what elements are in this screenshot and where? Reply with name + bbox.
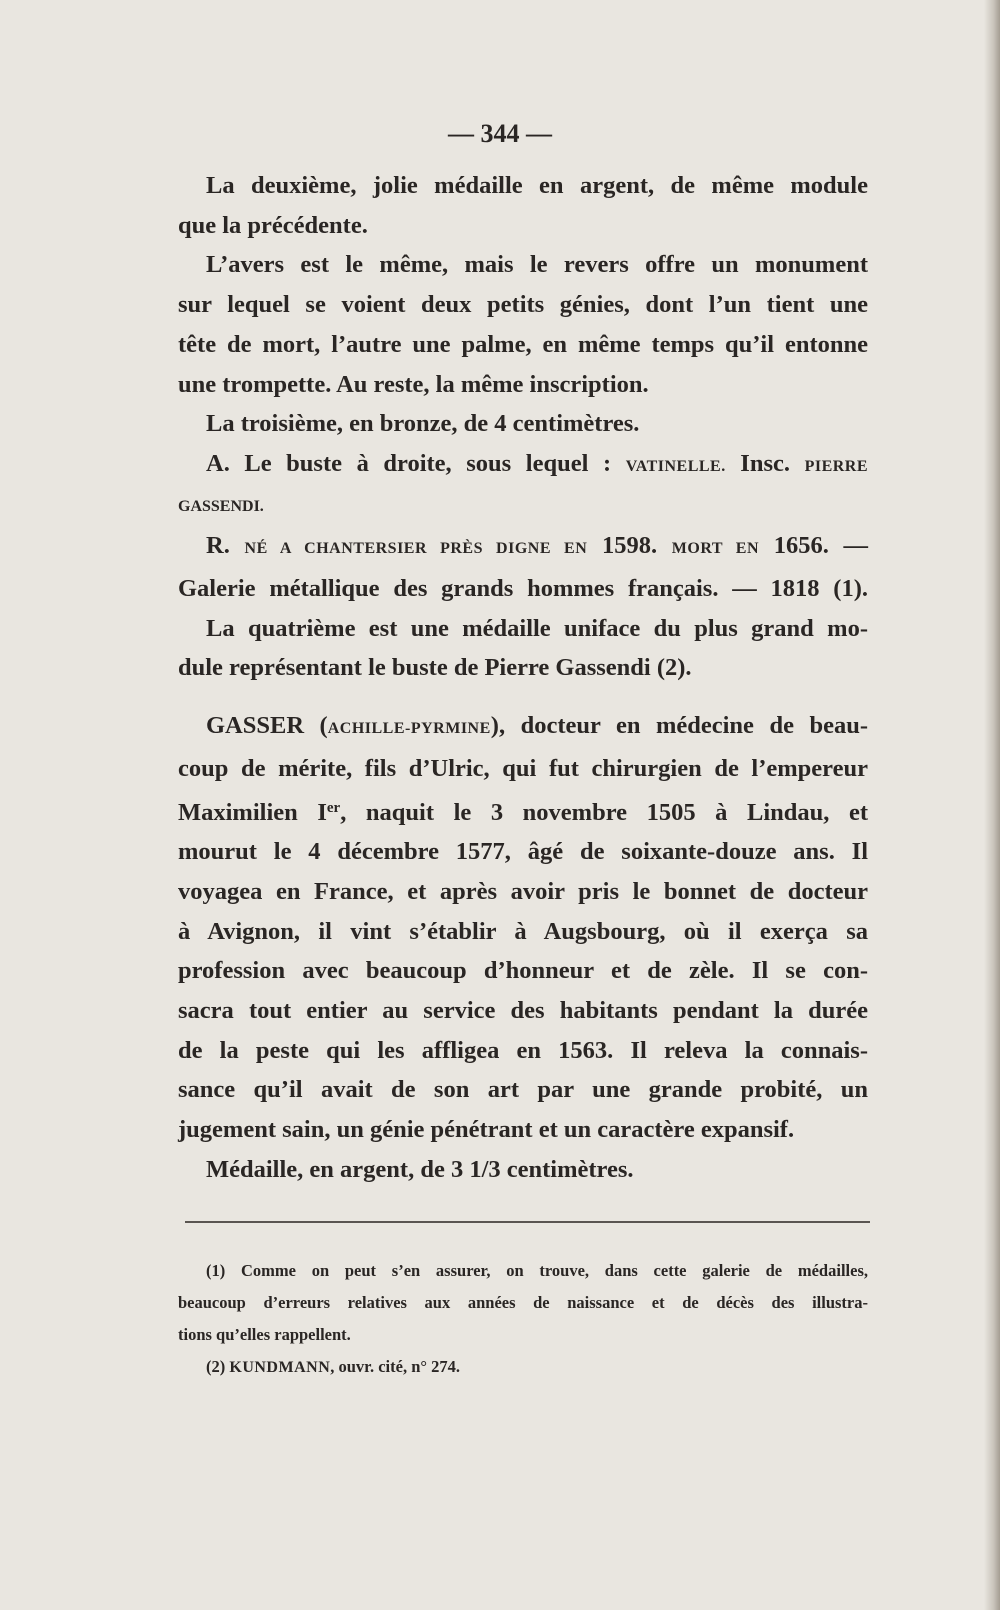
text-line: jugement sain, un génie pénétrant et un caractère expansif. <box>178 1116 795 1144</box>
footnote-line: beaucoup d’erreurs relatives aux années de naissance et de décès des illustra- <box>178 1293 868 1312</box>
text-line <box>178 789 868 833</box>
obverse-prefix: A. Le buste à droite, sous lequel : <box>206 449 626 477</box>
text-line: Médaille, en argent, de 3 1/3 centimètres. <box>206 1155 634 1183</box>
reverse-inscription-2: MORT EN <box>671 540 759 558</box>
text-line: une trompette. Au reste, la même inscription. <box>178 370 649 398</box>
text-line: sacra tout entier au service des habitants pendant la durée <box>178 997 868 1025</box>
entry-heading-line <box>178 706 868 749</box>
entry-heading-rest: ), docteur en médecine de beau- <box>490 712 868 740</box>
text-line: Galerie métallique des grands hommes français. — 1818 (1). <box>178 575 868 603</box>
text-line: tête de mort, l’autre une palme, en même temps qu’il entonne <box>178 330 868 358</box>
text-line: sur lequel se voient deux petits génies, dont l’un tient une <box>178 291 868 319</box>
entry-name: GASSER ( <box>206 712 328 740</box>
text-line: que la précédente. <box>178 211 368 239</box>
footnotes <box>178 1255 868 1384</box>
reverse-inscription-1: NÉ A CHANTERSIER PRÈS DIGNE EN <box>244 540 588 558</box>
entry-forenames: ACHILLE-PYRMINE <box>327 720 491 738</box>
footnote-line: tions qu’elles rappellent. <box>178 1325 351 1344</box>
obverse-mid: Insc. <box>725 449 805 477</box>
text-line: à Avignon, il vint s’établir à Augsbourg, où il exerça sa <box>178 917 868 945</box>
obverse-inscription: PIERRE <box>804 457 869 475</box>
text-line: sance qu’il avait de son art par une grande probité, un <box>178 1076 868 1104</box>
text-line: dule représentant le buste de Pierre Gassendi (2). <box>178 654 692 682</box>
reverse-line <box>178 526 868 569</box>
page-edge-shadow <box>984 0 1000 1610</box>
text-line: L’avers est le même, mais le revers offre un monument <box>206 251 868 279</box>
text-line: La quatrième est une médaille uniface du plus grand mo- <box>206 614 868 642</box>
footnote-marker: (2) <box>206 1357 230 1376</box>
text-line: mourut le 4 décembre 1577, âgé de soixante-douze ans. Il <box>178 838 868 866</box>
obverse-continuation: GASSENDI. <box>178 497 264 515</box>
main-text <box>178 166 868 1190</box>
footnote-line <box>178 1351 868 1384</box>
text-line: voyagea en France, et après avoir pris le bonnet de docteur <box>178 877 868 905</box>
reverse-prefix: R. <box>206 532 245 560</box>
text-line: La troisième, en bronze, de 4 centimètres. <box>206 410 640 438</box>
text-line: profession avec beaucoup d’honneur et de zèle. Il se con- <box>178 957 868 985</box>
obverse-line <box>178 444 868 487</box>
reverse-year-2: 1656. — <box>759 532 868 560</box>
text-segment: Maximilien I <box>178 798 327 826</box>
superscript: er <box>326 799 341 816</box>
footnote-reference: , ouvr. cité, n° 274. <box>330 1357 460 1376</box>
text-line: de la peste qui les affligea en 1563. Il releva la connais- <box>178 1036 868 1064</box>
text-segment: , naquit le 3 novembre 1505 à Lindau, et <box>340 798 868 826</box>
text-line: La deuxième, jolie médaille en argent, de même module <box>206 172 868 199</box>
footnote-line: (1) Comme on peut s’en assurer, on trouve, dans cette galerie de médailles, <box>206 1261 868 1280</box>
page-number: — 344 — <box>448 119 552 148</box>
footnote-author: KUNDMANN <box>229 1359 331 1376</box>
obverse-signature: VATINELLE. <box>625 457 726 475</box>
footnote-divider <box>185 1221 870 1223</box>
reverse-year-1: 1598. <box>587 532 672 560</box>
paragraph-gap <box>178 688 868 706</box>
text-line: coup de mérite, fils d’Ulric, qui fut chirurgien de l’empereur <box>178 754 868 782</box>
